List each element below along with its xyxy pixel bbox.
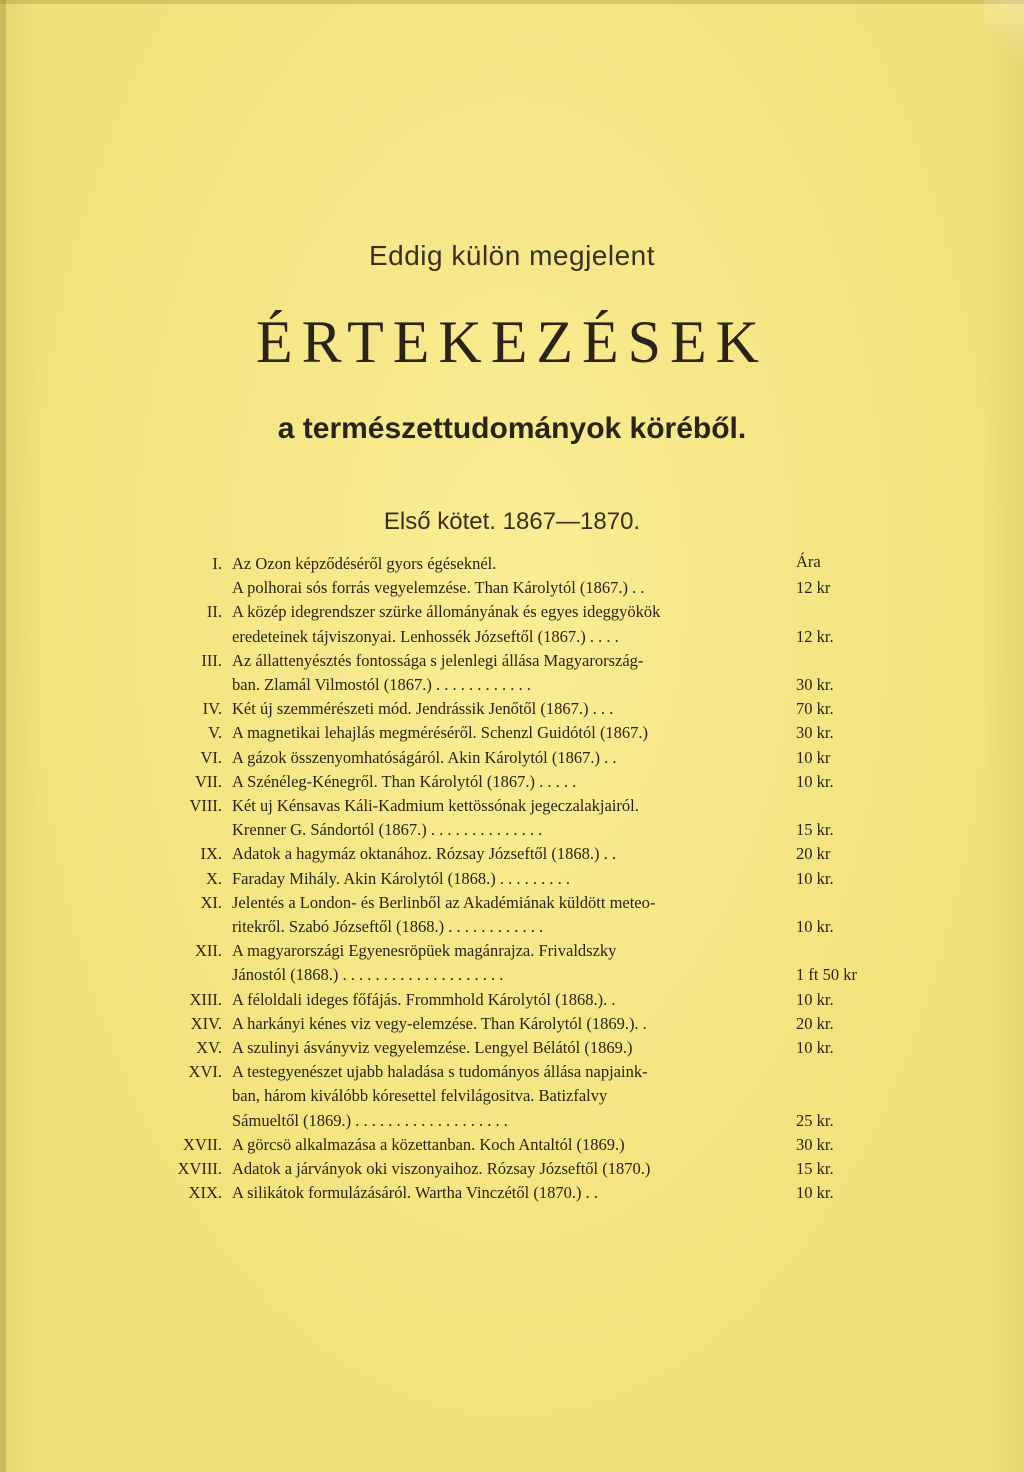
toc-entry-line — [160, 1084, 880, 1108]
toc-entry — [160, 552, 880, 600]
toc-entry-line — [160, 1012, 880, 1036]
price-column-label: Ára — [796, 552, 821, 571]
toc-entry — [160, 1060, 880, 1133]
toc-entry — [160, 842, 880, 866]
volume-label: Első kötet. 1867—1870. — [383, 508, 641, 535]
toc-entry-line — [160, 649, 880, 673]
toc-entry-line — [160, 891, 880, 915]
toc-entry-text: A magnetikai lehajlás megméréséről. Schenzl Guidótól (1867.) — [232, 723, 649, 743]
toc-entry-number: VII. — [194, 771, 222, 791]
toc-entry-line — [160, 1036, 880, 1060]
toc-entry-line — [160, 988, 880, 1012]
toc-entry-price: 15 kr. — [796, 820, 834, 840]
toc-entry-price: 70 kr. — [796, 699, 834, 719]
toc-entry-line — [160, 697, 880, 721]
toc-entry-line — [160, 842, 880, 866]
toc-entry-text: A harkányi kénes viz vegy-elemzése. Than Károlytól (1869.). . — [232, 1013, 647, 1033]
toc-entry-text: A polhorai sós forrás vegyelemzése. Than Károlytól (1867.) . . — [232, 578, 645, 598]
toc-entry-text: A testegyenészet ujabb haladása s tudományos állása napjaink- — [232, 1062, 648, 1082]
toc-entry-line — [160, 1133, 880, 1157]
toc-entry-line — [160, 625, 880, 649]
toc-entry-text: Jelentés a London- és Berlinből az Akadémiának küldött meteo- — [232, 892, 656, 912]
toc-entry-number: XV. — [196, 1038, 222, 1057]
toc-entry-number: XIV. — [190, 1013, 222, 1033]
toc-entry-text: A Szénéleg-Kénegről. Than Károlytól (1867.) . . . . . — [232, 771, 577, 791]
toc-entry-number: XIII. — [189, 989, 222, 1009]
toc-entry-price: 10 kr. — [796, 916, 834, 936]
subtitle: a természettudományok köréből. — [277, 412, 747, 445]
toc-entry — [160, 794, 880, 842]
toc-entry-line — [160, 721, 880, 745]
toc-entry — [160, 1181, 880, 1205]
toc-entry-number: XVI. — [188, 1062, 222, 1082]
toc-entry-text: A gázok összenyomhatóságáról. Akin Károlytól (1867.) . . — [232, 747, 617, 767]
toc-entry — [160, 1012, 880, 1036]
page-edge-left — [0, 0, 6, 1472]
toc-entry-number: VI. — [200, 747, 222, 767]
toc-entry-line — [160, 915, 880, 939]
toc-entry — [160, 600, 880, 648]
toc-entry-text: ban, három kiválóbb kóresettel felvilágositva. Batizfalvy — [232, 1086, 608, 1106]
toc-entry-price: 30 kr. — [796, 674, 834, 694]
toc-entry-text: Faraday Mihály. Akin Károlytól (1868.) . . . . . . . . . — [232, 868, 571, 888]
toc-entry — [160, 721, 880, 745]
toc-entry-number: XVII. — [183, 1134, 222, 1154]
toc-entry — [160, 1036, 880, 1060]
toc-entry — [160, 746, 880, 770]
toc-entry-line — [160, 1157, 880, 1181]
toc-entry-price: 25 kr. — [796, 1110, 834, 1130]
toc-entry — [160, 770, 880, 794]
toc-entry-line — [160, 1109, 880, 1133]
toc-entry — [160, 649, 880, 697]
toc-entry-number: VIII. — [189, 796, 222, 815]
toc-entry-text: ban. Zlamál Vilmostól (1867.) . . . . . . . . . . . . — [232, 674, 531, 694]
toc-entry-text: A féloldali ideges főfájás. Frommhold Károlytól (1868.). . — [232, 989, 616, 1009]
toc-entry-line — [160, 576, 880, 600]
toc-entry-text: Adatok a hagymáz oktanához. Rózsay Józseftől (1868.) . . — [232, 844, 616, 864]
toc-entry-number: X. — [205, 868, 222, 888]
pre-title: Eddig külön megjelent — [368, 240, 655, 271]
toc-entry-line — [160, 600, 880, 624]
toc-entry-number: V. — [208, 723, 222, 743]
toc-entry-price: 12 kr — [796, 578, 831, 598]
toc-entry-number: I. — [212, 554, 222, 573]
toc-entry-text: Jánostól (1868.) . . . . . . . . . . . . . . . . . . . . — [232, 965, 504, 985]
toc-entry — [160, 1133, 880, 1157]
toc-entry-line — [160, 1181, 880, 1205]
toc-entry-text: ritekről. Szabó Józseftől (1868.) . . . . . . . . . . . . — [232, 916, 544, 936]
toc-entry-line — [160, 818, 880, 842]
toc-entry-number: XIX. — [188, 1183, 222, 1203]
toc-entry-line — [160, 552, 880, 576]
toc-entry-text: Krenner G. Sándortól (1867.) . . . . . . . . . . . . . . — [232, 820, 543, 840]
toc-entry-text: Az állattenyésztés fontossága s jelenlegi állása Magyarország- — [232, 650, 644, 670]
toc-entry-price: 12 kr. — [796, 626, 834, 646]
toc-entry-price: 10 kr. — [796, 1183, 834, 1203]
toc-entry-text: Két uj Kénsavas Káli-Kadmium kettössónak jegeczalakjairól. — [232, 796, 639, 815]
toc-entry-text: Az Ozon képződéséről gyors égéseknél. — [232, 554, 497, 573]
toc-entry — [160, 697, 880, 721]
toc-entry-text: A görcsö alkalmazása a közettanban. Koch Antaltól (1869.) — [232, 1134, 625, 1154]
toc-entry-price: 10 kr. — [796, 868, 834, 888]
toc-entry-number: XI. — [200, 892, 222, 912]
toc-entry-text: A közép idegrendszer szürke állományának és egyes ideggyökök — [232, 602, 661, 622]
toc-entry — [160, 1157, 880, 1181]
toc-entry-price: 20 kr — [796, 844, 831, 864]
toc-entry-text: A magyarországi Egyenesröpüek magánrajza. Frivaldszky — [232, 941, 617, 961]
toc-entry-text: Adatok a járványok oki viszonyaihoz. Rózsay Józseftől (1870.) — [232, 1159, 651, 1178]
toc-entry-price: 10 kr. — [796, 989, 834, 1009]
toc-entry-price: 10 kr — [796, 747, 831, 767]
main-title: ÉRTEKEZÉSEK — [256, 309, 768, 375]
toc-entry-line — [160, 867, 880, 891]
toc-entry-price: 10 kr. — [796, 1038, 834, 1057]
toc-entry-line — [160, 1060, 880, 1084]
page-edge-top — [0, 0, 1024, 4]
toc-entry-text: Két új szemmérészeti mód. Jendrássik Jenőtől (1867.) . . . — [232, 699, 614, 719]
toc-entry-number: XII. — [194, 941, 222, 961]
toc-entry-price: 1 ft 50 kr — [796, 965, 857, 985]
toc-entry-number: XVIII. — [177, 1159, 222, 1178]
toc-entry-text: Sámueltől (1869.) . . . . . . . . . . . . . . . . . . . — [232, 1110, 508, 1130]
toc-entry-line — [160, 746, 880, 770]
toc-entry — [160, 939, 880, 987]
toc-entry — [160, 867, 880, 891]
toc-entry-line — [160, 770, 880, 794]
toc-entry — [160, 988, 880, 1012]
toc-entry-number: II. — [206, 602, 222, 622]
toc-entry-number: IX. — [200, 844, 222, 864]
toc-entry-line — [160, 794, 880, 818]
toc-entry — [160, 891, 880, 939]
toc-entry-line — [160, 673, 880, 697]
toc-entry-price: 30 kr. — [796, 723, 834, 743]
toc-entry-number: IV. — [202, 699, 222, 719]
toc-entry-line — [160, 939, 880, 963]
toc-entry-price: 10 kr. — [796, 771, 834, 791]
toc-entry-price: 30 kr. — [796, 1134, 834, 1154]
toc-entry-text: A silikátok formulázásáról. Wartha Vinczétől (1870.) . . — [232, 1183, 598, 1203]
toc-entry-text: A szulinyi ásványviz vegyelemzése. Lengyel Bélától (1869.) — [232, 1038, 633, 1057]
toc-entry-number: III. — [201, 650, 222, 670]
toc-entry-text: eredeteinek tájviszonyai. Lenhossék Józseftől (1867.) . . . . — [232, 626, 619, 646]
page-corner-crease — [984, 0, 1024, 80]
toc-entry-line — [160, 963, 880, 987]
toc-entry-price: 20 kr. — [796, 1013, 834, 1033]
toc-entry-price: 15 kr. — [796, 1159, 834, 1178]
